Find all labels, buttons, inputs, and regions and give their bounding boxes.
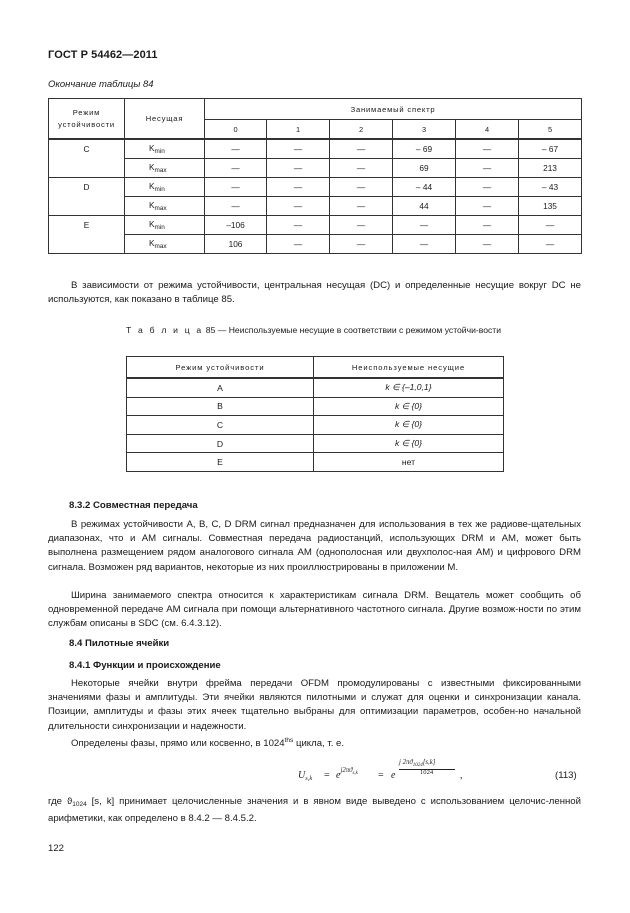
table84-value-cell: — [330, 178, 393, 197]
formula-eq-2: = [378, 770, 384, 781]
section-heading-8-3-2: 8.3.2 Совместная передача [69, 500, 198, 511]
carrier-symbol: K [149, 162, 155, 172]
theta-text: где ϑ [48, 796, 73, 807]
carrier-symbol: K [149, 143, 155, 153]
carrier-symbol: K [149, 181, 155, 191]
table84-carrier-cell [125, 139, 205, 159]
table84-value-cell: — [330, 159, 393, 178]
carrier-symbol: K [149, 219, 155, 229]
table85-value-cell: k ∈ {0} [314, 416, 504, 435]
table84-value-cell: — [519, 235, 582, 254]
formula-e-2: e [391, 770, 396, 781]
carrier-symbol: K [149, 200, 155, 210]
formula-exp1-sub: s,k [352, 771, 358, 776]
table84-value-cell: — [267, 159, 330, 178]
table84-spectrum-col-5: 5 [519, 120, 582, 140]
table84-value-cell: — [205, 178, 267, 197]
table84-header-spectrum: Занимаемый спектр [205, 99, 582, 120]
table84-carrier-cell [125, 178, 205, 197]
table84-spectrum-col-2: 2 [330, 120, 393, 140]
table85-mode-cell: D [127, 434, 314, 453]
table-row [127, 416, 504, 435]
table85-caption-text: 85 — Неиспользуемые несущие в соответствии с режимом устойчи-вости [205, 325, 502, 335]
table84-value-cell: 213 [519, 159, 582, 178]
formula-exp2-denominator: 1024 [420, 769, 434, 776]
paragraph-spectrum-width: Ширина занимаемого спектра относится к характеристикам сигнала DRM. Вещатель может сообщить об одновременной передаче AM сигнала при помощи альтернативного частотного сигнала. Другие возмож-ности по этим службам описаны в SDC (см. 6.4.3.12). [48, 590, 581, 630]
table-row [127, 453, 504, 472]
table85-mode-cell: C [127, 416, 314, 435]
table-row [127, 378, 504, 397]
table84-value-cell: — [456, 178, 519, 197]
table84-value-cell: — [330, 216, 393, 235]
table84-value-cell: — [267, 216, 330, 235]
phases-text: Определены фазы, прямо или косвенно, в 1024 [71, 738, 285, 750]
formula-exp1-power [340, 767, 357, 774]
table85-value-cell: k ∈ {0} [314, 434, 504, 453]
table84-carrier-cell [125, 159, 205, 178]
table85-caption-label: Т а б л и ц а [126, 325, 204, 335]
table84-value-cell: — [456, 216, 519, 235]
formula-exp-1 [336, 767, 358, 782]
table84-value-cell: – 43 [519, 178, 582, 197]
table84-value-cell: — [205, 159, 267, 178]
formula-113 [298, 760, 478, 790]
table84-value-cell: 106 [205, 235, 267, 254]
table85-header-unused: Неиспользуемые несущие [314, 357, 504, 379]
paragraph-phases [48, 734, 581, 751]
table84-spectrum-col-4: 4 [456, 120, 519, 140]
table84-mode-cell: E [49, 216, 125, 254]
carrier-subscript: min [154, 186, 165, 193]
formula-exp2-text: j 2πϑ [399, 759, 413, 766]
paragraph-pilot-cells: Некоторые ячейки внутри фрейма передачи OFDM промодулированы с известными фиксированными значениями фазы и амплитуды. Эти ячейки являются пилотными и служат для оценки и синхронизации канала. Позиции, амплитуды и фазы этих ячеек тщательно выбраны для оптимизации параметров, особен-но начальной длительности синхронизации и надежности. [48, 678, 581, 732]
table-row [49, 216, 582, 235]
paragraph-dc-carriers: В зависимости от режима устойчивости, центральная несущая (DC) и определенные несущие вокруг DC не используются, как показано в таблице 85. [48, 280, 581, 306]
carrier-subscript: min [154, 148, 165, 155]
table85-value-cell: нет [314, 453, 504, 472]
equation-number: (113) [555, 770, 577, 781]
table84-value-cell: — [456, 235, 519, 254]
table84-value-cell: 135 [519, 197, 582, 216]
table-row [49, 235, 582, 254]
table84-value-cell: — [205, 139, 267, 159]
table84-value-cell: — [456, 197, 519, 216]
table84-caption: Окончание таблицы 84 [48, 79, 154, 90]
table84-mode-cell: C [49, 139, 125, 178]
table84-value-cell: — [267, 197, 330, 216]
formula-e-1: e [336, 770, 341, 781]
theta-text-end: [s, k] принимает целочисленные значения и в явном виде выведено с использованием целочис-ленной арифметики, как определено в 8.4.2 — 8.4.5.2. [48, 796, 582, 825]
table84-value-cell: — [330, 197, 393, 216]
table-row [127, 434, 504, 453]
table84-value-cell: 69 [393, 159, 456, 178]
table85-header-mode: Режим устойчивости [127, 357, 314, 379]
table84-value-cell: — [330, 139, 393, 159]
section-heading-8-4: 8.4 Пилотные ячейки [69, 638, 170, 649]
table84-value-cell: – 69 [393, 139, 456, 159]
table-row [49, 178, 582, 197]
table85-mode-cell: E [127, 453, 314, 472]
table84-mode-cell: D [49, 178, 125, 216]
theta-subscript: 1024 [72, 801, 87, 808]
table84-value-cell: — [267, 235, 330, 254]
paragraph-joint-transmission: В режимах устойчивости A, B, C, D DRM сигнал предназначен для использования в тех же радиове-щательных диапазонах, что и AM сигналы. Совместная передача радиостанций, использующих DRM и AM, может быть выполнена размещением рядом аналогового сигнала AM (однополосная или двухполоc-ная AM) и цифрового DRM сигнала. Возможен ряд вариантов, некоторые из них проиллюстрированы в приложении М. [48, 519, 581, 573]
table-row [49, 197, 582, 216]
carrier-subscript: max [154, 205, 167, 212]
table84-value-cell: 44 [393, 197, 456, 216]
table84-carrier-cell [125, 197, 205, 216]
table84-spectrum-col-0: 0 [205, 120, 267, 140]
table84-value-cell: – 67 [519, 139, 582, 159]
phases-superscript: ths [284, 737, 294, 744]
formula-lhs-symbol: U [298, 770, 306, 781]
table85-value-cell: k ∈ {–1,0,1} [314, 378, 504, 397]
table85-mode-cell: A [127, 378, 314, 397]
formula-exp2-numerator [399, 759, 435, 768]
table84-value-cell: — [456, 139, 519, 159]
carrier-symbol: K [149, 238, 155, 248]
table84-value-cell: – 44 [393, 178, 456, 197]
formula-exp2-arg: [s,k] [422, 759, 436, 766]
formula-exp2-sub: 1024 [412, 763, 423, 768]
table-84 [48, 98, 582, 254]
table84-spectrum-col-3: 3 [393, 120, 456, 140]
carrier-subscript: min [154, 224, 165, 231]
table-row [49, 159, 582, 178]
table84-carrier-cell [125, 235, 205, 254]
table84-carrier-cell [125, 216, 205, 235]
table-row [127, 397, 504, 416]
table85-value-cell: k ∈ {0} [314, 397, 504, 416]
table84-value-cell: — [267, 139, 330, 159]
formula-comma: , [460, 770, 463, 781]
phases-text-end: цикла, т. е. [293, 738, 345, 750]
paragraph-theta-definition [48, 795, 581, 826]
table85-caption [126, 324, 506, 337]
table84-value-cell: — [393, 216, 456, 235]
formula-lhs [298, 770, 312, 782]
table85-mode-cell: B [127, 397, 314, 416]
formula-exp1-text: j2πϑ [340, 767, 353, 774]
table-row [49, 139, 582, 159]
carrier-subscript: max [154, 243, 167, 250]
table84-value-cell: — [456, 159, 519, 178]
document-header: ГОСТ Р 54462—2011 [48, 49, 158, 61]
table84-spectrum-col-1: 1 [267, 120, 330, 140]
table84-value-cell: — [519, 216, 582, 235]
table84-value-cell: –106 [205, 216, 267, 235]
formula-eq-1: = [324, 770, 330, 781]
table84-value-cell: — [330, 235, 393, 254]
table84-value-cell: — [393, 235, 456, 254]
table84-header-mode: Режим устойчивости [49, 99, 125, 140]
table84-value-cell: — [205, 197, 267, 216]
formula-lhs-sub: s,k [305, 775, 313, 782]
page-number: 122 [48, 843, 65, 854]
section-heading-8-4-1: 8.4.1 Функции и происхождение [69, 660, 221, 671]
carrier-subscript: max [154, 167, 167, 174]
table84-value-cell: — [267, 178, 330, 197]
table84-header-carrier: Несущая [125, 99, 205, 140]
table-85 [126, 356, 504, 472]
